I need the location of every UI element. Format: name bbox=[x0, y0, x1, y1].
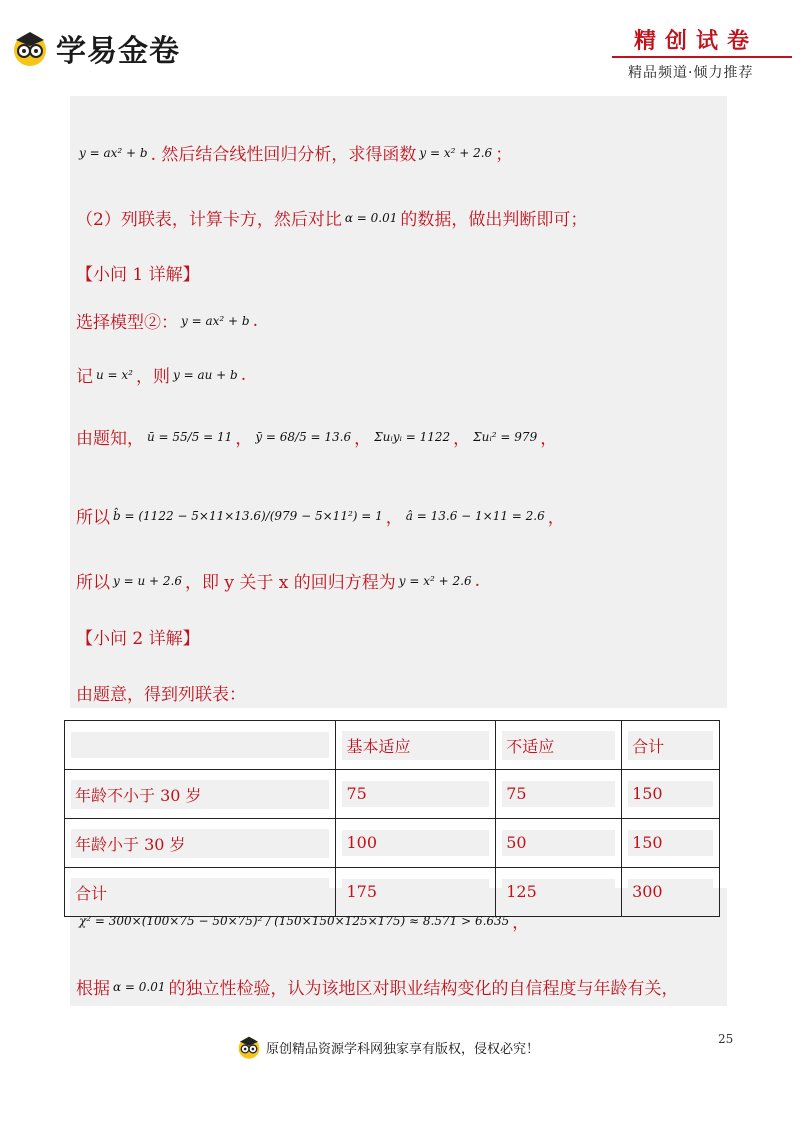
math-formula: α = 0.01 bbox=[113, 979, 166, 994]
math-formula: y = x² + 2.6 bbox=[398, 573, 472, 588]
conclusion-line: 根据 α = 0.01 的独立性检验，认为该地区对职业结构变化的自信程度与年龄有关， bbox=[76, 979, 679, 999]
solution-line-4: 选择模型②： y = ax² + b . bbox=[76, 310, 258, 333]
math-formula: ȳ = 68/5 = 13.6 bbox=[255, 429, 352, 444]
brand-divider bbox=[612, 56, 792, 58]
table-cell: 125 bbox=[496, 868, 622, 917]
copyright-text: 原创精品资源学科网独家享有版权，侵权必究！ bbox=[266, 1041, 540, 1057]
table-cell: 175 bbox=[336, 868, 496, 917]
math-formula: α = 0.01 bbox=[344, 210, 398, 225]
math-formula: y = au + b bbox=[173, 367, 238, 382]
table-cell: 75 bbox=[336, 770, 496, 819]
chi-square-line: χ² = 300×(100×75 − 50×75)² / (150×150×125×175) ≈ 8.571 > 6.635 ， bbox=[79, 913, 530, 933]
table-header-cell: 基本适应 bbox=[336, 721, 496, 770]
table-cell: 100 bbox=[336, 819, 496, 868]
page-number: 25 bbox=[718, 1032, 734, 1046]
brand-subtitle: 精品频道·倾力推荐 bbox=[628, 65, 754, 81]
solution-background bbox=[70, 96, 727, 708]
math-formula: â = 13.6 − 1×11 = 2.6 bbox=[405, 508, 545, 523]
table-cell: 50 bbox=[496, 819, 622, 868]
table-row bbox=[65, 819, 720, 868]
solution-line-5: 记 u = x² ，则 y = au + b . bbox=[76, 364, 247, 387]
table-header-cell bbox=[65, 721, 336, 770]
solution-line-10: 由题意，得到列联表： bbox=[76, 685, 246, 705]
math-formula: y = ax² + b bbox=[79, 145, 148, 160]
solution-line-2: （2）列联表，计算卡方，然后对比 α = 0.01 的数据，做出判断即可； bbox=[76, 210, 588, 230]
table-cell: 合计 bbox=[65, 868, 336, 917]
table-row bbox=[65, 770, 720, 819]
math-formula: y = ax² + b bbox=[181, 313, 250, 328]
contingency-table bbox=[64, 720, 720, 917]
footer bbox=[236, 1034, 539, 1060]
math-formula: b̂ = (1122 − 5×11×13.6)/(979 − 5×11²) = 1 bbox=[113, 508, 383, 523]
owl-mascot-icon bbox=[10, 28, 50, 68]
brand-title: 精创试卷 bbox=[634, 28, 759, 54]
solution-line-1: y = ax² + b . 然后结合线性回归分析，求得函数 y = x² + 2.6 ； bbox=[79, 145, 513, 165]
table-cell: 150 bbox=[622, 819, 720, 868]
section-heading-2: 【小问 2 详解】 bbox=[76, 629, 200, 649]
math-formula: ū = 55/5 = 11 bbox=[147, 429, 233, 444]
table-cell: 150 bbox=[622, 770, 720, 819]
solution-line-8: 所以 y = u + 2.6 ，即 y 关于 x 的回归方程为 y = x² + 2.6 . bbox=[76, 570, 480, 593]
table-cell: 75 bbox=[496, 770, 622, 819]
site-logo bbox=[10, 26, 180, 70]
math-formula: y = x² + 2.6 bbox=[419, 145, 493, 160]
math-formula: u = x² bbox=[96, 367, 133, 382]
table-header-cell: 合计 bbox=[622, 721, 720, 770]
section-heading-1: 【小问 1 详解】 bbox=[76, 265, 200, 285]
table-cell: 年龄小于 30 岁 bbox=[65, 819, 336, 868]
math-formula: Σuᵢyᵢ = 1122 bbox=[374, 429, 451, 444]
math-formula: y = u + 2.6 bbox=[113, 573, 182, 588]
owl-mascot-icon bbox=[236, 1034, 262, 1060]
solution-line-7: 所以 b̂ = (1122 − 5×11×13.6)/(979 − 5×11²) = 1 ， â = 13.6 − 1×11 = 2.6 ， bbox=[76, 508, 565, 528]
table-header-row bbox=[65, 721, 720, 770]
table-cell: 年龄不小于 30 岁 bbox=[65, 770, 336, 819]
solution-line-6: 由题知， ū = 55/5 = 11 ， ȳ = 68/5 = 13.6 ， Σuᵢyᵢ = 1122 ， Σuᵢ² = 979 ， bbox=[76, 429, 558, 449]
math-formula: Σuᵢ² = 979 bbox=[473, 429, 538, 444]
table-cell: 300 bbox=[622, 868, 720, 917]
table-header-cell: 不适应 bbox=[496, 721, 622, 770]
logo-text: 学易金卷 bbox=[56, 34, 180, 69]
math-formula: χ² = 300×(100×75 − 50×75)² / (150×150×125×175) ≈ 8.571 > 6.635 bbox=[79, 913, 510, 928]
